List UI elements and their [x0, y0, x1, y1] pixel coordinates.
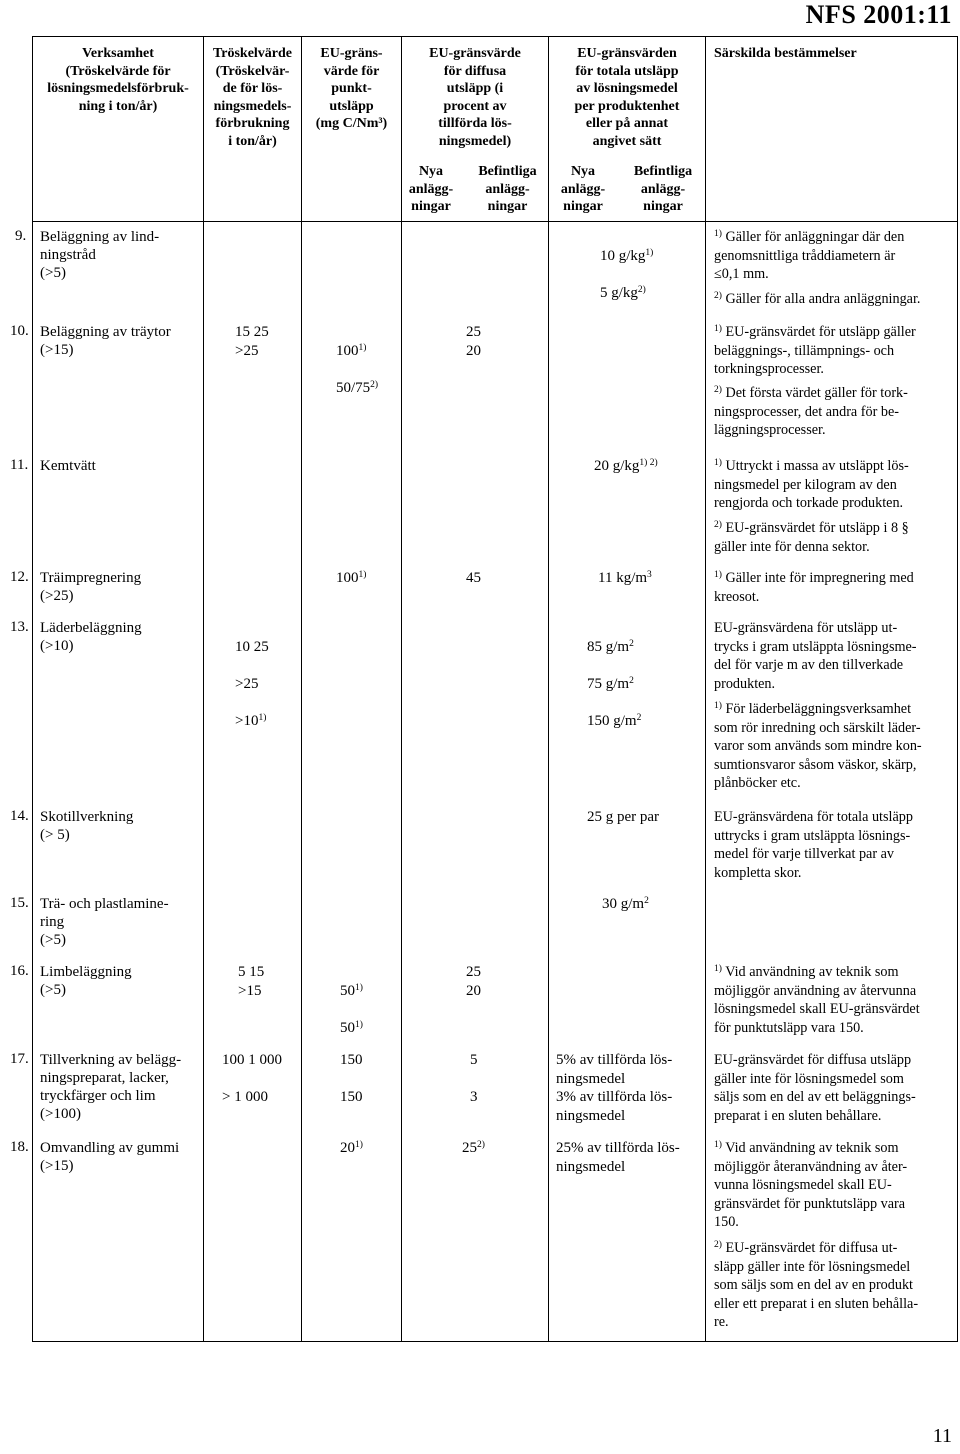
total-limit: 30 $g/m^2$: [602, 896, 649, 912]
special-note: $^{2)}$ EU-gränsvärdet för utsläpp i 8 § gäller inte för denna sektor.: [714, 520, 909, 555]
table-top-border: [32, 36, 958, 37]
special-note: $^{2)}$ Det första värdet gäller för tork- ningsprocesser, det andra för be- läggningsprocesser.: [714, 385, 908, 438]
row-number: 17.: [10, 1051, 29, 1067]
col-divider: [401, 36, 402, 1342]
special-note: $^{1)}$ För läderbeläggningsverksamhet som rör inredning och särskilt läder- varor som används som mindre kon- sumtionsvaror såsom väskor, skärp, plånböcker etc.: [714, 701, 922, 791]
page-number: 11: [932, 1425, 952, 1447]
total-limit: 20 $g/kg^{1) 2)}$: [594, 458, 658, 474]
table-bottom-border: [32, 1341, 958, 1342]
row-number: 15.: [10, 895, 29, 911]
special-note: EU-gränsvärdena för utsläpp ut- trycks i gram utsläppta lösningsme- del för varje m av den tillverkade produkten.: [714, 620, 917, 692]
special-note: $^{1)}$ Gäller för anläggningar där den genomsnittliga tråddiametern är ≤0,1 mm.: [714, 229, 905, 282]
activity: Tillverkning av belägg- ningspreparat, lacker, tryckfärger och lim (>100): [40, 1052, 182, 1122]
col-divider: [705, 36, 706, 1342]
header-point-limit: EU-gräns- värde för punkt- utsläpp (mg C/Nm³): [315, 46, 388, 131]
header-threshold: Tröskelvärde (Tröskelvär- de för lös- ningsmedels- förbrukning i ton/år): [212, 46, 293, 149]
row-number: 9.: [15, 228, 27, 244]
col-divider: [301, 36, 302, 1342]
activity: Kemtvätt: [40, 458, 96, 474]
header-total-limit: EU-gränsvärden för totala utsläpp av lösningsmedel per produktenhet eller på annat angivet sätt: [574, 46, 680, 149]
row-number: 18.: [10, 1139, 29, 1155]
subheader-total-new: Nya anlägg- ningar: [560, 164, 606, 214]
header-diffuse-limit: EU-gränsvärde för diffusa utsläpp (i procent av tillförda lös- ningsmedel): [429, 46, 521, 149]
document-code: NFS 2001:11: [805, 0, 952, 29]
threshold: 100 1 000 > 1 000: [222, 1052, 282, 1105]
header-bottom-border: [32, 221, 958, 222]
threshold: 10 25 >25 $>10^{1)}$: [235, 638, 269, 729]
special-note: $^{1)}$ Gäller inte för impregnering med kreosot.: [714, 570, 914, 605]
diffuse-limit: 25$^{2)}$: [462, 1140, 485, 1156]
row-number: 14.: [10, 808, 29, 824]
row-number: 12.: [10, 569, 29, 585]
special-note: $^{1)}$ EU-gränsvärdet för utsläpp gäller beläggnings-, tillämpnings- och torkningsprocesser.: [714, 324, 916, 377]
header-special: Särskilda bestämmelser: [714, 46, 857, 61]
special-note: $^{1)}$ Vid användning av teknik som möjliggör återanvändning av åter- vunna lösningsmedel skall EU- gränsvärdet för punktutsläpp vara 150.: [714, 1140, 908, 1230]
total-limit: 25 g per par: [587, 809, 660, 825]
col-divider: [548, 36, 549, 1342]
special-note: $^{2)}$ Gäller för alla andra anläggningar.: [714, 291, 921, 307]
diffuse-limit: 25 20: [466, 964, 481, 999]
activity: Beläggning av träytor (>15): [40, 324, 171, 358]
activity: Limbeläggning (>5): [40, 964, 132, 998]
activity: Beläggning av lind- ningstråd (>5): [40, 229, 160, 281]
activity: Skotillverkning (> 5): [40, 809, 134, 843]
subheader-total-existing: Befintliga anlägg- ningar: [633, 164, 693, 214]
point-limit: 100$^{1)}$: [336, 570, 367, 586]
point-limit: 100$^{1)}$ 50/75$^{2)}$: [336, 342, 379, 396]
total-limit: 10 $g/kg^{1)}$ 5 $g/kg^{2)}$: [600, 247, 654, 301]
subheader-diffuse-new: Nya anlägg- ningar: [408, 164, 454, 214]
subheader-diffuse-existing: Befintliga anlägg- ningar: [478, 164, 537, 214]
activity: Läderbeläggning (>10): [40, 620, 142, 654]
total-limit: 11 $kg/m^3$: [598, 570, 652, 586]
row-number: 10.: [10, 323, 29, 339]
activity: Träimpregnering (>25): [40, 570, 142, 604]
diffuse-limit: 5 3: [470, 1052, 478, 1105]
row-number: 16.: [10, 963, 29, 979]
activity: Trä- och plastlamine- ring (>5): [40, 896, 169, 948]
total-limit: 85 $g/m^2$ 75 $g/m^2$ 150 $g/m^2$: [587, 638, 642, 729]
special-note: EU-gränsvärdet för diffusa utsläpp gäller inte för lösningsmedel som säljs som en del av ett beläggnings- preparat i en sluten behållare.: [714, 1052, 916, 1124]
table-left-border: [32, 36, 33, 1342]
table-right-border: [957, 36, 958, 1342]
point-limit: 20$^{1)}$: [340, 1140, 363, 1156]
special-note: $^{1)}$ Uttryckt i massa av utsläppt lös- ningsmedel per kilogram av den rengjorda och torkade produkten.: [714, 458, 909, 511]
diffuse-limit: 45: [466, 570, 481, 586]
threshold: 5 15 >15: [238, 964, 265, 999]
special-note: $^{2)}$ EU-gränsvärdet för diffusa ut- släpp gäller inte för lösningsmedel som säljs som en del av en produkt eller ett preparat i en sluten behålla- re.: [714, 1240, 919, 1330]
col-divider: [203, 36, 204, 1342]
point-limit: 150 150: [340, 1052, 363, 1105]
special-note: EU-gränsvärdena för totala utsläpp uttrycks i gram utsläppta lösnings- medel för varje tillverkat par av kompletta skor.: [714, 809, 913, 881]
total-limit: 25% av tillförda lös- ningsmedel: [556, 1140, 680, 1175]
diffuse-limit: 25 20: [466, 324, 481, 359]
row-number: 13.: [10, 619, 29, 635]
header-activity: Verksamhet (Tröskelvärde för lösningsmedelsförbruk- ning i ton/år): [47, 46, 189, 114]
special-note: $^{1)}$ Vid användning av teknik som möjliggör användning av återvunna lösningsmedel skall EU-gränsvärdet för punktutsläpp vara 150.: [714, 964, 920, 1036]
point-limit: 50$^{1)}$ 50$^{1)}$: [340, 982, 363, 1036]
row-number: 11.: [10, 457, 29, 473]
threshold: 15 25 >25: [235, 324, 269, 359]
activity: Omvandling av gummi (>15): [40, 1140, 180, 1174]
total-limit: 5% av tillförda lös- ningsmedel 3% av tillförda lös- ningsmedel: [556, 1052, 673, 1124]
